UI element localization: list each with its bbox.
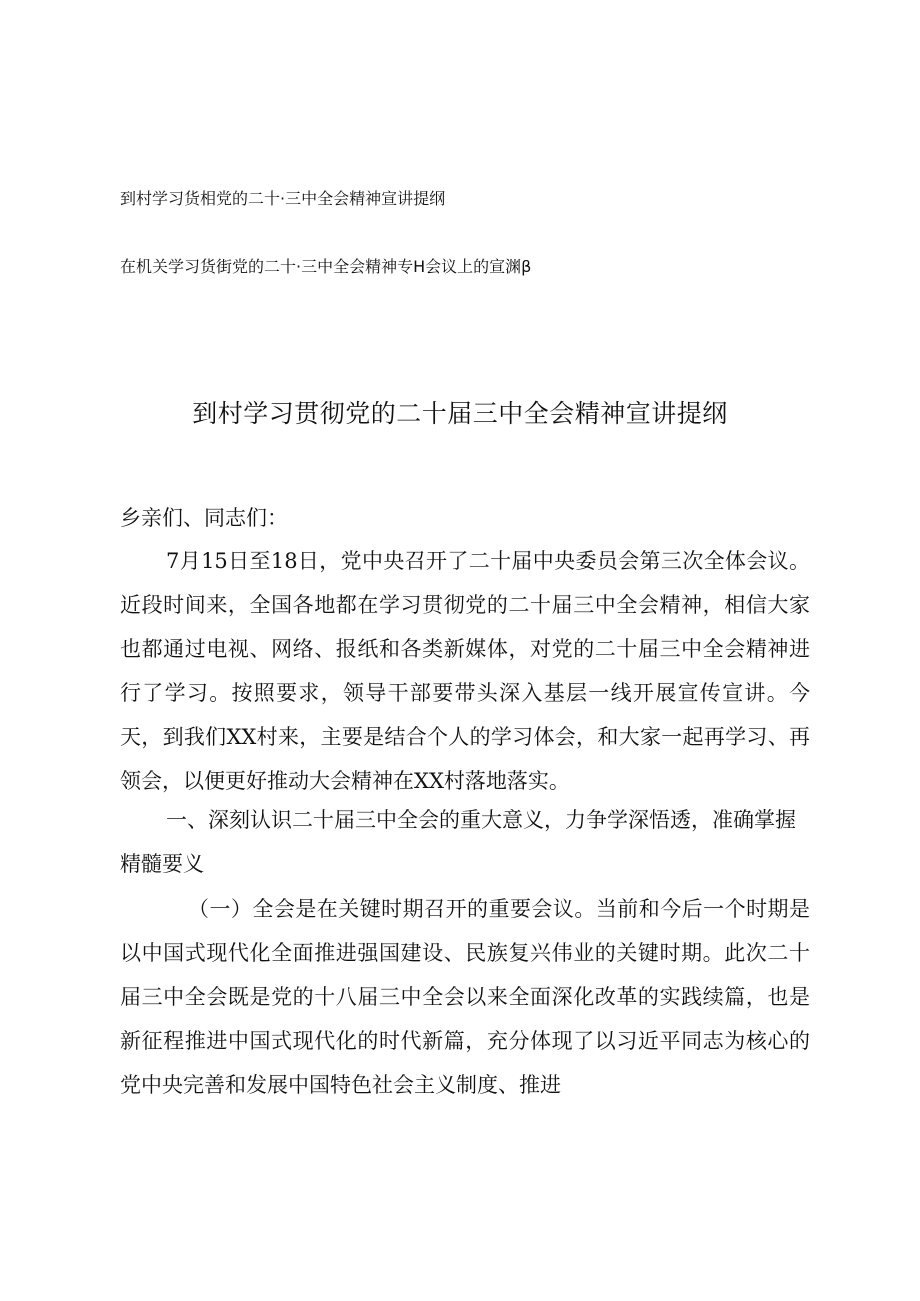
toc-entry-1: 到村学习货相党的二十·三中全会精神宣讲提纲 <box>120 189 446 208</box>
paragraph-intro: 7月15日至18日，党中央召开了二十届中央委员会第三次全体会议。近段时间来，全国各地都在学习贯彻党的二十届三中全会精神，相信大家也都通过电视、网络、报纸和各类新媒体，对党的二十届三中全会精神进行了学习。按照要求，领导干部要带头深入基层一线开展宣传宣讲。今天，到我们XX村来，主要是结合个人的学习体会，和大家一起再学习、再领会，以便更好推动大会精神在XX村落地落实。 <box>120 549 810 793</box>
paragraph-section-1-1: （一）全会是在关键时期召开的重要会议。当前和今后一个时期是以中国式现代化全面推进强国建设、民族复兴伟业的关键时期。此次二十届三中全会既是党的十八届三中全会以来全面深化改革的实践续篇，也是新征程推进中国式现代化的时代新篇，充分体现了以习近平同志为核心的党中央完善和发展中国特色社会主义制度、推进 <box>120 897 810 1097</box>
salutation: 乡亲们、同志们： <box>120 506 288 530</box>
toc-entry-2: 在机关学习货街党的二十·三中全会精神专H会议上的宣渊β <box>120 257 532 276</box>
document-title: 到村学习贯彻党的二十届三中全会精神宣讲提纲 <box>192 399 728 428</box>
section-heading-1: 一、深刻认识二十届三中全会的重大意义，力争学深悟透，准确掌握精髓要义 <box>120 808 796 876</box>
